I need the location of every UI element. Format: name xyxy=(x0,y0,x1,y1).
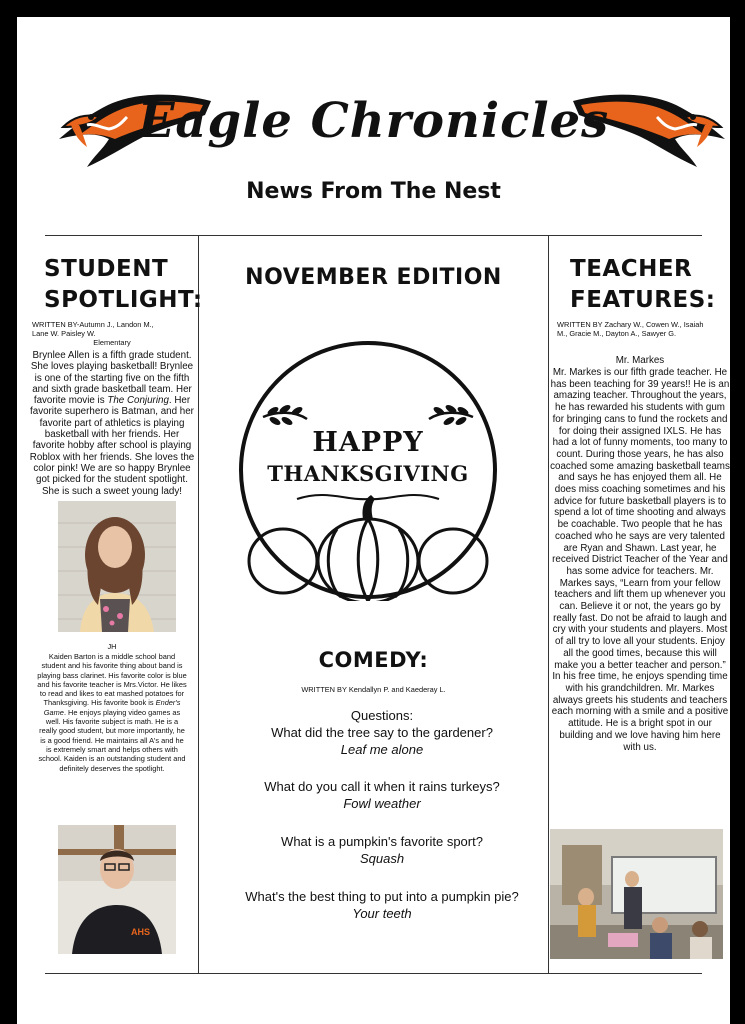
graphic-happy-text: HAPPY xyxy=(312,427,424,458)
student-spotlight-heading: STUDENT SPOTLIGHT: xyxy=(44,256,203,313)
student-spotlight-byline: WRITTEN BY-Autumn J., Landon M., Lane W. Paisley W. xyxy=(32,320,154,339)
comedy-heading: COMEDY: xyxy=(318,648,429,672)
teacher-features-heading: TEACHER FEATURES: xyxy=(570,256,716,313)
bottom-rule xyxy=(45,973,702,974)
newsletter-page xyxy=(17,17,730,1024)
masthead-title: Eagle Chronicles xyxy=(137,93,610,149)
teacher-classroom-photo xyxy=(550,829,723,959)
student1-paragraph: Brynlee Allen is a fifth grade student. She loves playing basketball! Brynlee is one of the starting five on the fifth and sixth grade basketball team. Her favorite movie is The Conjuring. Her favorite superhero is Batman, and her favorite part of athletics is playing basketball with her friends. Her favorite hobby after school is playing Roblox with her friends. She loves the color pink! We are so happy Brynlee got picked for the student spotlight. She is such a sweet young lady! xyxy=(29,350,195,497)
student2-paragraph: Kaiden Barton is a middle school band student and his favorite thing about band is playing bass clarinet. His favorite color is blue and his favorite teacher is Mrs.Victor. He likes to read and likes to eat mashed potatoes for Thanksgiving. His favorite book is Ender's Game. He enjoys playing video games as well. His favorite subject is math. He is a really good student, but more importantly, he is a good friend. He maintains all A's and he is extremely smart and helps others with school. Kaiden is an outstanding student and definitely deserves the spotlight. xyxy=(37,652,187,773)
graphic-thanksgiving-text: THANKSGIVING xyxy=(267,461,469,486)
edition-title: NOVEMBER EDITION xyxy=(245,265,502,290)
student1-photo xyxy=(58,501,176,632)
comedy-byline: WRITTEN BY Kendallyn P. and Kaederay L. xyxy=(301,685,446,694)
joke-3: What is a pumpkin's favorite sport? Squash xyxy=(281,834,483,866)
shirt-logo-text: AHS xyxy=(131,927,151,937)
masthead-subtitle: News From The Nest xyxy=(246,179,501,204)
teacher-name: Mr. Markes xyxy=(615,355,665,366)
joke-2: What do you call it when it rains turkeys? Fowl weather xyxy=(264,779,500,811)
jh-label: JH xyxy=(107,642,117,651)
top-rule xyxy=(45,235,702,236)
student2-photo xyxy=(58,825,176,954)
joke-4: What's the best thing to put into a pumpkin pie? Your teeth xyxy=(245,889,519,921)
teacher-features-byline: WRITTEN BY Zachary W., Cowen W., Isaiah M., Gracie M., Dayton A., Sawyer G. xyxy=(557,320,704,339)
joke-1: What did the tree say to the gardener? Leaf me alone xyxy=(271,725,493,757)
elementary-label: Elementary xyxy=(93,338,131,347)
teacher-feature-paragraph: Mr. Markes is our fifth grade teacher. He has been teaching for 39 years!! He is an amazing teacher. Throughout the years, he has rewarded his students with gum for bringing cans to fund the rockets and for doing their assigned IXLS. He has had a lot of funny moments, too many to count. During those years, he has also coached some amazing basketball teams and says he has enjoyed them all. He does miss coaching sometimes and his advice for future basketball players is to spend a lot of time shooting and always be coachable. Two people that he has coached who he says are very talented are Ryan and Shawn. Last year, he received District Teacher of the Year and has some advice for teachers. Mr. Markes says, “Learn from your fellow teachers and lift them up whenever you can. Believe it or not, the years go by really fast. Do not be afraid to laugh and cry with your students and players. Most of all try to love all your students. Enjoy all the good times, because this will make you a better teacher and person.” In his free time, he enjoys spending time with his grandchildren. Mr. Markes always greets his students and teachers each morning with a smile and a positive attitude. He is a bright spot in our building and we love having him here with us. xyxy=(550,367,730,753)
column-divider-right xyxy=(548,235,549,974)
column-divider-left xyxy=(198,235,199,974)
questions-label: Questions: xyxy=(350,708,414,723)
